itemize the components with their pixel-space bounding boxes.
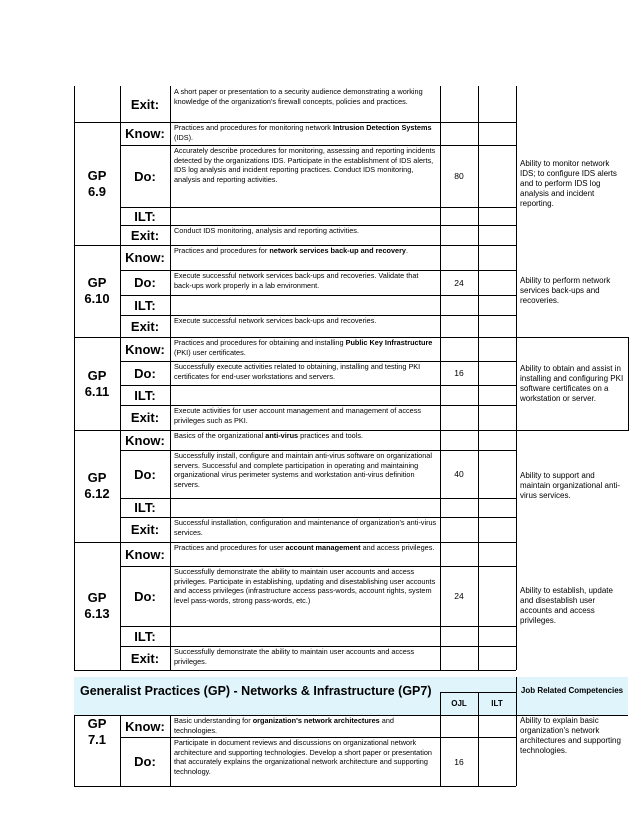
know-description: Practices and procedures for obtaining and installing Public Key Infrastructure (PKI) user certificates. — [174, 338, 433, 357]
know-description: Practices and procedures for monitoring network Intrusion Detection Systems (IDS). — [174, 123, 432, 142]
job-competency: Ability to obtain and assist in installing and configuring PKI software certificates on a workstation or server. — [520, 363, 624, 403]
exit-description: Execute activities for user account management and management of access privileges such as PKI. — [174, 406, 422, 425]
do-description: Successfully execute activities related to obtaining, installing and testing PKI certificates for end-user workstations and servers. — [174, 362, 421, 381]
grid-line — [120, 295, 516, 296]
job-competency: Ability to support and maintain organizational anti-virus services. — [520, 471, 621, 500]
grid-line — [516, 715, 517, 786]
ilt-label: ILT: — [134, 297, 156, 313]
do-label: Do: — [134, 466, 156, 482]
grid-line — [74, 86, 75, 670]
ojl-hours: 24 — [454, 591, 464, 601]
grid-line — [120, 145, 516, 146]
grid-line — [120, 737, 516, 738]
ilt-label: ILT: — [134, 208, 156, 224]
exit-label: Exit: — [130, 522, 160, 537]
grid-line — [120, 207, 516, 208]
grid-line — [120, 450, 516, 451]
ilt-column-header: ILT — [491, 698, 503, 708]
exit-description: Conduct IDS monitoring, analysis and reporting activities. — [174, 226, 359, 235]
grid-line — [120, 517, 516, 518]
ojl-hours: 16 — [454, 368, 464, 378]
exit-description: Successful installation, configuration and maintenance of organization's anti-virus services. — [174, 518, 437, 537]
grid-line — [440, 692, 441, 715]
know-label: Know: — [125, 126, 165, 141]
grid-line — [440, 715, 441, 786]
ojl-column-header: OJL — [451, 698, 467, 708]
grid-line — [170, 86, 171, 670]
exit-label: Exit: — [130, 227, 160, 243]
ojl-hours: 24 — [454, 277, 464, 288]
section-title: Generalist Practices (GP) - Networks & Infrastructure (GP7) — [80, 684, 432, 698]
know-description: Practices and procedures for user account management and access privileges. — [174, 543, 435, 552]
gp-id: GP 6.12 — [84, 470, 110, 501]
exit-label: Exit: — [130, 318, 160, 334]
exit-description: Execute successful network services back-ups and recoveries. — [174, 316, 377, 325]
do-description: Accurately describe procedures for monitoring, assessing and reporting incidents detected by the organizations IDS. Participate in the establishment of IDS alerts, IDS log analysis and incident reporting practices. Conduct IDS monitoring, analysis and reporting activities. — [174, 146, 436, 184]
grid-line — [120, 566, 516, 567]
grid-line — [74, 715, 75, 786]
do-description: Participate in document reviews and discussions on organizational network architecture and supporting technologies. Develop a short paper or presentation that accurately explains the organizational network architecture and supporting technology. — [174, 738, 432, 776]
ilt-label: ILT: — [134, 387, 156, 403]
job-competency: Ability to perform network services back-ups and recoveries. — [520, 276, 611, 305]
grid-line — [120, 315, 516, 316]
gp-id: GP 6.13 — [84, 590, 110, 621]
grid-line — [478, 692, 479, 715]
grid-line — [74, 715, 628, 716]
know-label: Know: — [125, 718, 165, 734]
grid-line — [120, 646, 516, 647]
know-label: Know: — [125, 341, 165, 357]
grid-line — [74, 122, 516, 123]
grid-line — [120, 626, 516, 627]
grid-line — [74, 786, 516, 787]
grid-line — [120, 498, 516, 499]
know-description: Basic understanding for organization's network architectures and technologies. — [174, 716, 394, 735]
do-description: Execute successful network services back-ups and recoveries. Validate that back-ups work properly in a lab environment. — [174, 271, 419, 290]
exit-label: Exit: — [130, 96, 160, 112]
job-competency: Ability to monitor network IDS; to configure IDS alerts and to perform IDS log analysis and incident reporting. — [520, 158, 617, 208]
gp-id: GP 6.10 — [84, 275, 110, 306]
grid-line — [516, 86, 517, 670]
know-description: Basics of the organizational anti-virus practices and tools. — [174, 431, 364, 440]
do-description: Successfully demonstrate the ability to maintain user accounts and access privileges. Participate in establishing, updating and disestablishing user accounts and access privileges (infrastructure access pass-words, account rights, system level pass-words, strong pass-words, etc.) — [174, 567, 436, 605]
do-label: Do: — [134, 365, 156, 381]
do-label: Do: — [134, 754, 156, 769]
grid-line — [74, 430, 629, 431]
grid-line — [120, 86, 121, 670]
job-competency: Ability to explain basic organization's network architectures and supporting technologies. — [520, 716, 621, 755]
exit-label: Exit: — [130, 410, 160, 425]
grid-line — [74, 337, 629, 338]
ojl-hours: 40 — [454, 469, 464, 479]
know-label: Know: — [125, 546, 165, 562]
grid-line — [74, 245, 516, 246]
job-competency: Ability to establish, update and disestablish user accounts and access privileges. — [520, 586, 613, 625]
ilt-label: ILT: — [134, 628, 156, 644]
do-label: Do: — [134, 168, 156, 184]
gp-id: GP 6.9 — [87, 167, 107, 199]
grid-line — [440, 86, 441, 670]
grid-line — [516, 677, 517, 715]
gp-id: GP 6.11 — [84, 367, 110, 399]
ojl-hours: 80 — [454, 171, 464, 181]
know-label: Know: — [125, 250, 165, 265]
exit-description: A short paper or presentation to a security audience demonstrating a working knowledge of the organization's firewall concepts, policies and practices. — [174, 87, 423, 106]
grid-line — [120, 405, 516, 406]
gp-id: GP 7.1 — [87, 716, 107, 747]
do-label: Do: — [134, 275, 156, 290]
grid-line — [628, 337, 629, 430]
grid-line — [170, 715, 171, 786]
exit-label: Exit: — [130, 650, 160, 666]
grid-line — [120, 361, 516, 362]
know-description: Practices and procedures for network services back-up and recovery. — [174, 246, 409, 255]
grid-line — [74, 542, 516, 543]
exit-description: Successfully demonstrate the ability to maintain user accounts and access privileges. — [174, 647, 415, 666]
ojl-hours: 16 — [454, 756, 464, 767]
do-description: Successfully install, configure and maintain anti-virus software on organizational servers. Successful and complete participation in operating and maintaining organizational virus perimeter systems and workstation anti-virus definition servers. — [174, 451, 432, 489]
ilt-label: ILT: — [134, 500, 156, 515]
do-label: Do: — [134, 588, 156, 604]
competencies-column-header: Job Related Competencies — [520, 686, 624, 695]
grid-line — [120, 270, 516, 271]
grid-line — [478, 86, 479, 670]
grid-line — [74, 670, 516, 671]
know-label: Know: — [125, 432, 165, 448]
grid-line — [120, 225, 516, 226]
grid-line — [120, 715, 121, 786]
grid-line — [120, 385, 516, 386]
grid-line — [478, 715, 479, 786]
